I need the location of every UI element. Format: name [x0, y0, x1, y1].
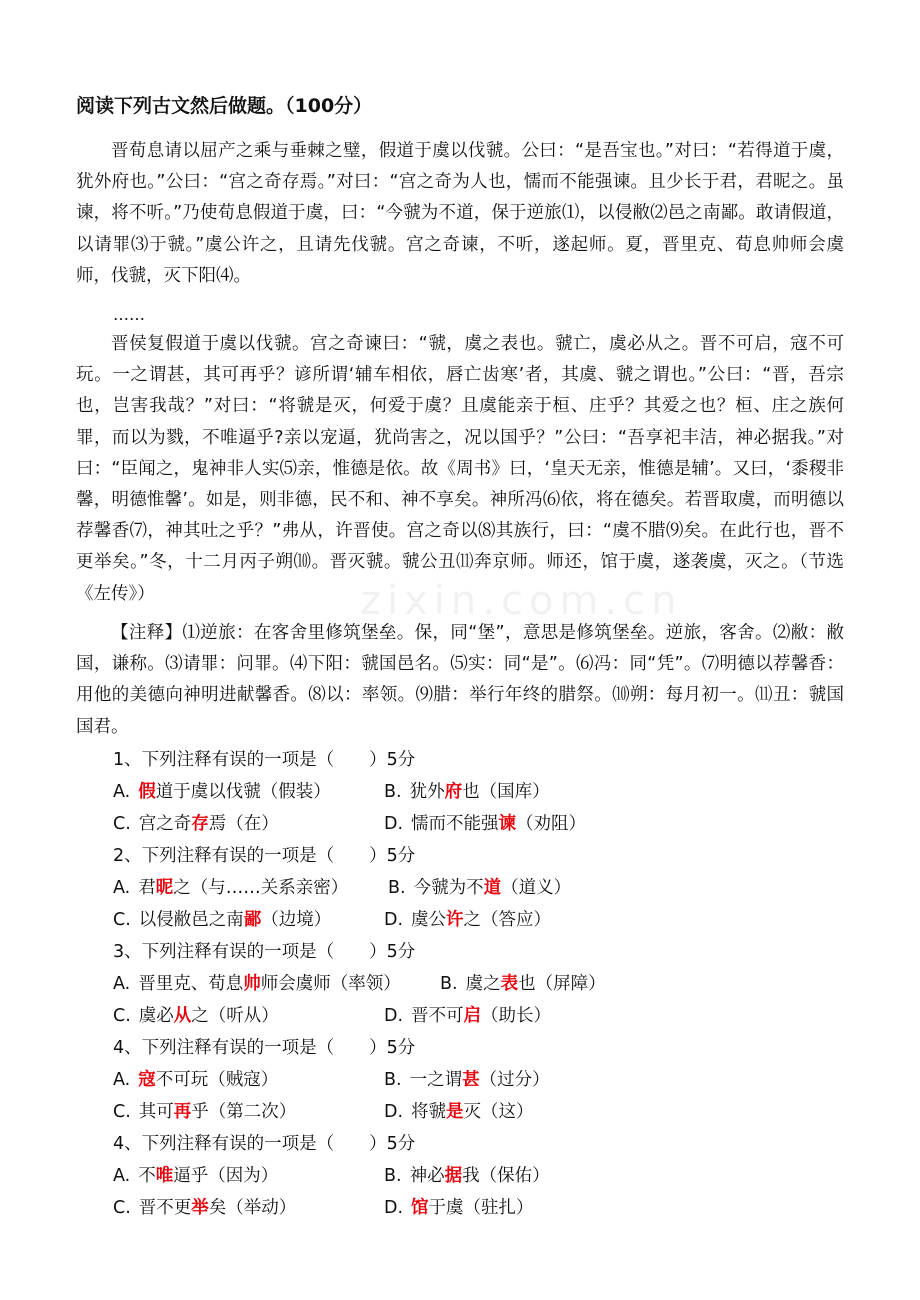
question-4-option-c[interactable]: C. 其可再乎（第二次）: [113, 1102, 297, 1122]
question-3-option-c[interactable]: C. 虞必从之（听从）: [113, 1006, 279, 1026]
question-5-option-d[interactable]: D. 馆于虞（驻扎）: [384, 1198, 534, 1218]
question-4-option-d[interactable]: D. 将虢是灭（这）: [384, 1102, 534, 1122]
question-4-option-b[interactable]: B. 一之谓甚（过分）: [384, 1070, 550, 1090]
passage-ellipsis: ……: [113, 305, 145, 324]
question-3-option-d[interactable]: D. 晋不可启（助长）: [384, 1006, 552, 1026]
question-3-option-b[interactable]: B. 虞之表也（屏障）: [440, 974, 606, 994]
question-4-stem: 4、下列注释有误的一项是（ ）5分: [113, 1038, 416, 1058]
question-2-option-b[interactable]: B. 今虢为不道（道义）: [388, 878, 572, 898]
passage-paragraph-2: 晋侯复假道于虞以伐虢。宫之奇谏曰：“虢，虞之表也。虢亡，虞必从之。晋不可启，寇不可玩。一之谓甚，其可再乎？谚所谓‘辅车相依，唇亡齿寒’者，其虞、虢之谓也。”公曰：“晋，吾宗也，岂害我哉？”对曰：“将虢是灭，何爱于虞？且虞能亲于桓、庄乎？其爱之也？桓、庄之族何罪，而以为戮，不唯逼乎?亲以宠逼，犹尚害之，况以国乎？”公曰：“吾享祀丰洁，神必据我。”对曰：“臣闻之，鬼神非人实⑸亲，惟德是依。故《周书》曰，‘皇天无亲，惟德是辅’。又曰，‘黍稷非馨，明德惟馨’。如是，则非德，民不和、神不享矣。神所冯⑹依，将在德矣。若晋取虞，而明德以荐馨香⑺，神其吐之乎？”弗从，许晋使。宫之奇以⑻其族行，曰：“虞不腊⑼矣。在此行也，晋不更举矣。”冬，十二月丙子朔⑽。晋灭虢。虢公丑⑾奔京师。师还，馆于虞，遂袭虞，灭之。（节选《左传》）: [76, 334, 844, 604]
question-3-option-a[interactable]: A. 晋里克、荀息帅师会虞师（率领）: [113, 974, 401, 994]
question-2-option-d[interactable]: D. 虞公许之（答应）: [384, 910, 552, 930]
question-2-stem: 2、下列注释有误的一项是（ ）5分: [113, 846, 416, 866]
question-1-option-d[interactable]: D. 懦而不能强谏（劝阻）: [384, 814, 587, 834]
question-5-option-c[interactable]: C. 晋不更举矣（举动）: [113, 1198, 297, 1218]
question-3-stem: 3、下列注释有误的一项是（ ）5分: [113, 942, 416, 962]
question-1-option-c[interactable]: C. 宫之奇存焉（在）: [113, 814, 279, 834]
question-5-stem: 4、下列注释有误的一项是（ ）5分: [113, 1134, 416, 1154]
passage-paragraph-1: 晋荀息请以屈产之乘与垂棘之璧，假道于虞以伐虢。公曰：“是吾宝也。”对曰：“若得道于虞，犹外府也。”公曰：“宫之奇存焉。”对曰：“宫之奇为人也，懦而不能强谏。且少长于君，君昵之。虽谏，将不听。”乃使荀息假道于虞，曰：“今虢为不道，保于逆旅⑴，以侵敝⑵邑之南鄙。敢请假道，以请罪⑶于虢。”虞公许之，且请先伐虢。宫之奇谏，不听，遂起师。夏，晋里克、荀息帅师会虞师，伐虢，灭下阳⑷。: [76, 141, 844, 286]
question-2-option-a[interactable]: A. 君昵之（与……关系亲密）: [113, 878, 349, 898]
question-2-option-c[interactable]: C. 以侵敝邑之南鄙（边境）: [113, 910, 332, 930]
watermark: zixin.com.cn: [360, 578, 683, 624]
question-5-option-b[interactable]: B. 神必据我（保佑）: [384, 1166, 550, 1186]
question-1-option-b[interactable]: B. 犹外府也（国库）: [384, 782, 550, 802]
question-1-stem: 1、下列注释有误的一项是（ ）5分: [113, 750, 416, 770]
question-1-option-a[interactable]: A. 假道于虞以伐虢（假装）: [113, 782, 331, 802]
question-5-option-a[interactable]: A. 不唯逼乎（因为）: [113, 1166, 279, 1186]
question-4-option-a[interactable]: A. 寇不可玩（贼寇）: [113, 1070, 279, 1090]
annotation-notes: 【注释】⑴逆旅：在客舍里修筑堡垒。保，同“堡”，意思是修筑堡垒。逆旅，客舍。⑵敝：敝国，谦称。⑶请罪：问罪。⑷下阳：虢国邑名。⑸实：同“是”。⑹冯：同“凭”。⑺明德以荐馨香：用他的美德向神明进献馨香。⑻以：率领。⑼腊：举行年终的腊祭。⑽朔：每月初一。⑾丑：虢国国君。: [76, 623, 844, 737]
page-title: 阅读下列古文然后做题。（100分）: [76, 95, 373, 117]
